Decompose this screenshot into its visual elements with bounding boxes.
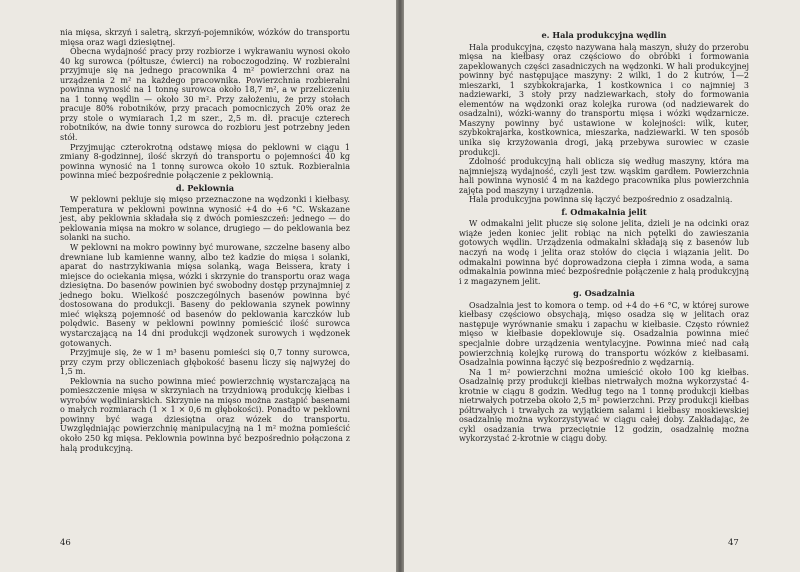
left-page	[0, 0, 396, 572]
book-gutter	[396, 0, 404, 572]
left-page-text	[60, 28, 350, 453]
section-heading: g. Osadzalnia	[573, 288, 635, 299]
paragraph: Obecna wydajność pracy przy rozbiorze i wykrawaniu wynosi około 40 kg surowca (półtusze, ćwierci) na roboczogodzinę. W rozbieralni przyjmuje się na jednego pracownika 4 m² powierzchni oraz na urządzenia 2 m² na każdego pracownika. Powierzchnia rozbieralni powinna wynosić na 1 tonnę surowca około 18,7 m², a w przeliczeniu na 1 tonnę wędlin — około 30 m². Przy założeniu, że przy stołach pracuje 80% robotników, przy pracach pomocniczych 20% oraz że przy stole o wymiarach 1,2 m szer., 2,5 m. dł. pracuje czterech robotników, na dwie tonny surowca do rozbioru jest potrzebny jeden stół.	[60, 47, 350, 143]
right-page-text	[459, 28, 749, 444]
section-heading: e. Hala produkcyjna wędlin	[541, 30, 667, 40]
paragraph: Przyjmuje się, że w 1 m³ basenu pomieści się 0,7 tonny surowca, przy czym przy obliczeniach głębokość basenu liczy się najwyżej do 1,5 m.	[60, 348, 350, 377]
paragraph: Osadzalnia jest to komora o temp. od +4 do +6 °C, w której surowe kiełbasy częściowo obsychają, mięso osadza się w jelitach oraz następuje wyrównanie smaku i zapachu w kiełbasie. Często również mięso w kiełbasie dopeklowuje się. Osadzalnia powinna mieć specjalnie dobre urządzenia wentylacyjne. Powinna mieć nad całą powierzchnią kolejkę rurową do transportu wózków z kiełbasami. Osadzalnia powinna łączyć się bezpośrednio z wędzarnią.	[459, 300, 749, 368]
paragraph: Peklownia na sucho powinna mieć powierzchnię wystarczającą na pomieszczenie mięsa w skrzyniach na trzydniową produkcję kiełbas i wyrobów wędliniarskich. Skrzynie na mięso można zastąpić basenami o małych rozmiarach (1 × 1 × 0,6 m głębokości). Ponadto w peklowni powinny być waga dziesiętna oraz wózek do transportu. Uwzględniając powierzchnię manipulacyjną na 1 m² można pomieścić około 250 kg mięsa. Peklownia powinna być bezpośrednio połączona z halą produkcyjną.	[60, 376, 350, 453]
page-number-right: 47	[728, 538, 739, 548]
paragraph: nia mięsa, skrzyń i saletrą, skrzyń-pojemników, wózków do transportu mięsa oraz wagi dziesiętnej.	[60, 28, 350, 47]
right-page	[404, 0, 800, 572]
paragraph: Zdolność produkcyjną hali oblicza się według maszyny, która ma najmniejszą wydajność, czyli jest tzw. wąskim gardłem. Powierzchnia hali powinna wynosić 4 m na każdego pracownika plus powierzchnia zajęta pod maszyny i urządzenia.	[459, 157, 749, 195]
paragraph: W peklowni na mokro powinny być murowane, szczelne baseny albo drewniane lub kamienne wanny, albo też kadzie do mięsa i solanki, aparat do nastrzykiwania mięsa solanką, waga Beissera, kraty i miejsce do ociekania mięsa, wózki i skrzynie do transportu oraz waga dziesiętna. Do basenów powinien być swobodny dostęp przynajmniej z jednego boku. Wielkość poszczególnych basenów powinna być dostosowana do produkcji. Baseny do peklowania szynek powinny mieć większą pojemność od basenów do peklowania karczków lub polędwic. Baseny w peklowni powinny pomieścić ilość surowca wystarczającą na 14 dni produkcji wędzonek surowych i wędzonek gotowanych.	[60, 243, 350, 348]
paragraph: Hala produkcyjna, często nazywana halą maszyn, służy do przerobu mięsa na kiełbasy oraz częściowo do obróbki i formowania zapeklowanych części zasadniczych na wędzonki. W hali produkcyjnej powinny być następujące maszyny: 2 wilki, 1 do 2 kutrów, 1—2 mieszarki, 1 szybkokrajarka, 1 kostkownica i co najmniej 3 nadziewarki, 3 stoły przy nadziewarkach, stoły do formowania elementów na wędzonki oraz kolejka rurowa (od nadziewarek do osadzalni), wózki-wanny do transportu mięsa i wózki wędzarnicze. Maszyny powinny być ustawione w kolejności: wilk, kuter, szybkokrajarka, kostkownica, mieszarka, nadziewarki. W ten sposób unika się krzyżowania drogi, jaką przebywa surowiec w czasie produkcji.	[459, 42, 749, 157]
page-number-left: 46	[60, 538, 71, 548]
paragraph: Przyjmując czterokrotną odstawę mięsa do peklowni w ciągu 1 zmiany 8-godzinnej, ilość skrzyń do transportu o pojemności 40 kg powinna wynosić na 1 tonnę surowca około 10 sztuk. Rozbieralnia powinna mieć bezpośrednie połączenie z peklownią.	[60, 142, 350, 181]
section-heading: d. Peklownia	[175, 182, 235, 193]
paragraph: Na 1 m² powierzchni można umieścić około 100 kg kiełbas. Osadzalnię przy produkcji kiełbas nietrwałych można wykorzystać 4-krotnie w ciągu 8 godzin. Według tego na 1 tonnę produkcji kiełbas nietrwałych potrzeba około 2,5 m² powierzchni. Przy produkcji kiełbas półtrwałych i trwałych za wyjątkiem salami i kiełbasy moskiewskiej osadzalnię można wykorzystywać w ciągu całej doby. Zakładając, że cykl osadzania trwa przeciętnie 12 godzin, osadzalnię można wykorzystać 2-krotnie w ciągu doby.	[459, 367, 749, 444]
paragraph: W odmakalni jelit płucze się solone jelita, dzieli je na odcinki oraz wiąże jeden koniec jelit robiąc na nich pętelki do zawieszania gotowych wędlin. Urządzenia odmakalni składają się z basenów lub naczyń na wodę i jelita oraz stołów do cięcia i wiązania jelit. Do odmakalni powinna być doprowadzona ciepła i zimna woda, a sama odmakalnia powinna mieć bezpośrednie połączenie z halą produkcyjną i z magazynem jelit.	[459, 219, 749, 286]
paragraph: Hala produkcyjna powinna się łączyć bezpośrednio z osadzalnią.	[469, 195, 733, 205]
paragraph: W peklowni pekluje się mięso przeznaczone na wędzonki i kiełbasy. Temperatura w peklowni powinna wynosić +4 do +6 °C. Wskazane jest, aby peklownia składała się z dwóch pomieszczeń: jednego — do peklowania mięsa na mokro w solance, drugiego — do peklowania bez solanki na sucho.	[60, 195, 350, 243]
section-heading: f. Odmakalnia jelit	[561, 206, 647, 217]
